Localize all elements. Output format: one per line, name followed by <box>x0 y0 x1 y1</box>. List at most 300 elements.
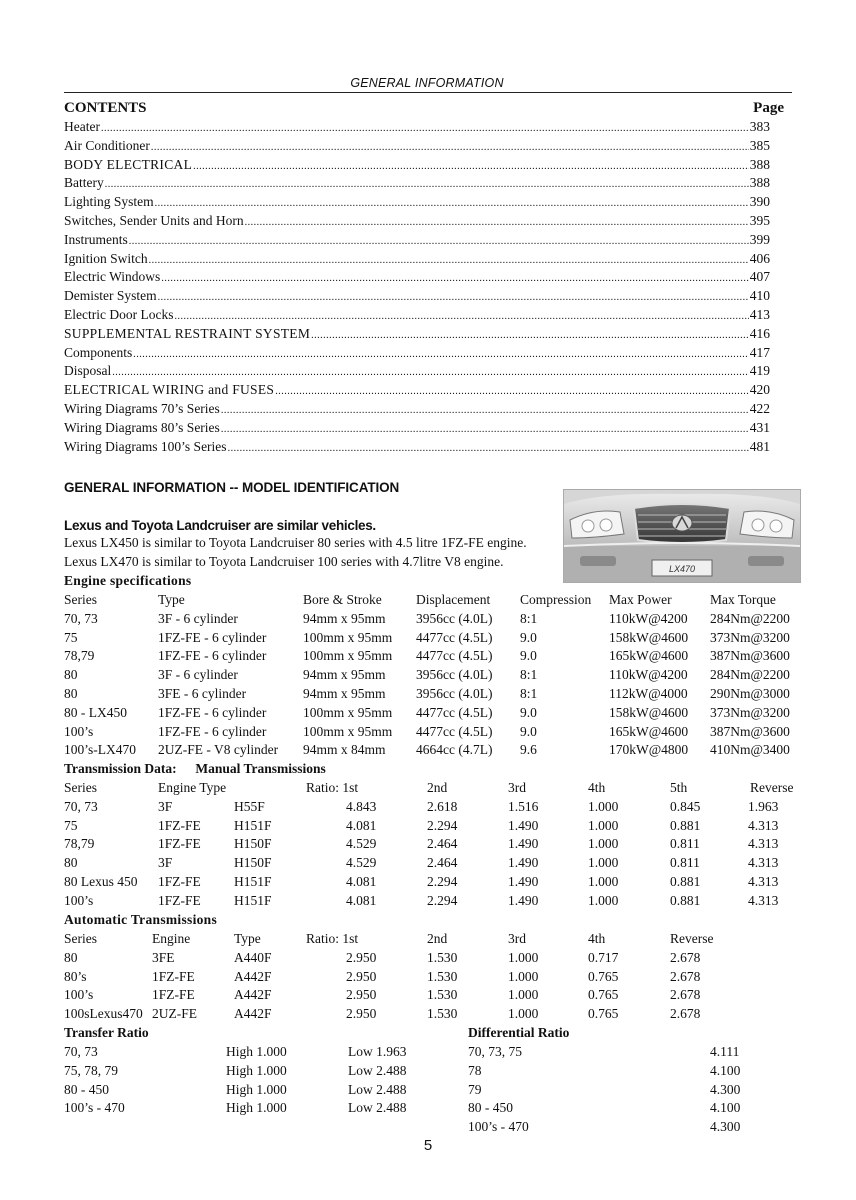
toc-entry-page: 481 <box>749 438 770 454</box>
automatic-transmission-table <box>64 931 804 1025</box>
table-cell: 8:1 <box>520 685 538 701</box>
toc-dot-leader <box>133 349 748 360</box>
table-cell: 1.490 <box>508 892 539 908</box>
table-cell: H150F <box>234 836 272 852</box>
toc-entry-title: Heater <box>64 119 100 134</box>
engine-spec-row <box>64 611 804 630</box>
table-cell: 4.843 <box>346 798 377 814</box>
table-cell: 1.000 <box>588 798 619 814</box>
table-cell: 100mm x 95mm <box>303 629 393 645</box>
table-cell: 70, 73 <box>64 1044 98 1059</box>
table-cell: 94mm x 95mm <box>303 667 386 683</box>
differential-ratio-title: Differential Ratio <box>468 1025 570 1040</box>
toc-entry <box>64 194 770 213</box>
manual-transmissions-label: Manual Transmissions <box>195 761 326 776</box>
running-header: GENERAL INFORMATION <box>350 76 504 90</box>
engine-specs-table <box>64 592 804 761</box>
differential-ratio-table <box>468 1044 748 1138</box>
toc-entry-page: 431 <box>749 419 770 435</box>
table-cell: 2.678 <box>670 987 701 1003</box>
differential-ratio-row <box>468 1063 748 1082</box>
table-cell: 373Nm@3200 <box>710 704 790 720</box>
table-cell: 4664cc (4.7L) <box>416 742 493 758</box>
table-cell: 2nd <box>427 780 448 795</box>
engine-spec-row <box>64 648 804 667</box>
manual-transmission-row <box>64 836 804 855</box>
toc-entry-title: Switches, Sender Units and Horn <box>64 212 244 228</box>
table-cell: 70, 73 <box>64 610 98 626</box>
table-cell: 170kW@4800 <box>609 742 689 758</box>
table-cell: 284Nm@2200 <box>710 667 790 683</box>
table-cell: 3FE - 6 cylinder <box>158 685 247 701</box>
table-cell: 3FE <box>152 949 175 965</box>
toc-entry <box>64 119 770 138</box>
table-cell: 5th <box>670 780 688 795</box>
table-cell: 2.464 <box>427 836 458 852</box>
table-cell: A442F <box>234 987 272 1003</box>
toc-entry-page: 417 <box>749 344 770 360</box>
transfer-ratio-row <box>64 1082 424 1101</box>
table-cell: H150F <box>234 855 272 871</box>
table-cell: 0.765 <box>588 1006 619 1022</box>
table-cell: 100’s <box>64 987 94 1003</box>
toc-entry <box>64 326 770 345</box>
table-cell: High 1.000 <box>226 1081 287 1097</box>
table-cell: 1.000 <box>588 892 619 908</box>
table-cell: 100’s <box>64 723 94 739</box>
table-cell: Type <box>158 592 185 607</box>
table-cell: 1.000 <box>588 836 619 852</box>
toc-entry-page: 419 <box>749 363 770 379</box>
toc-entry-title: Disposal <box>64 363 112 379</box>
table-cell: 2.678 <box>670 968 701 984</box>
toc-entry-page: 416 <box>749 325 770 341</box>
table-cell: 0.811 <box>670 836 700 852</box>
table-cell: 2.464 <box>427 855 458 871</box>
toc-entry <box>64 269 770 288</box>
table-cell: 165kW@4600 <box>609 723 689 739</box>
table-cell: Series <box>64 780 97 795</box>
table-cell: 4.111 <box>710 1044 740 1059</box>
table-cell: 80 - 450 <box>468 1100 513 1116</box>
toc-entry-title: BODY ELECTRICAL <box>64 156 193 172</box>
toc-dot-leader <box>149 255 749 266</box>
table-cell: Ratio: 1st <box>306 780 359 795</box>
toc-entry <box>64 420 770 439</box>
page-number: 5 <box>423 1137 433 1154</box>
table-cell: 2UZ-FE - V8 cylinder <box>158 742 279 758</box>
toc-entry <box>64 175 770 194</box>
table-cell: 4.100 <box>710 1100 741 1116</box>
table-cell: 9.6 <box>520 742 537 758</box>
table-cell: 4.529 <box>346 855 377 871</box>
toc-entry-page: 407 <box>749 269 770 285</box>
table-cell: 1FZ-FE - 6 cylinder <box>158 629 267 645</box>
toc-dot-leader <box>112 367 749 378</box>
toc-dot-leader <box>174 311 748 322</box>
table-cell: 1.000 <box>508 987 539 1003</box>
table-cell: 1FZ-FE - 6 cylinder <box>158 723 267 739</box>
table-cell: 4.300 <box>710 1119 741 1135</box>
table-cell: 4477cc (4.5L) <box>416 629 493 645</box>
section-title: GENERAL INFORMATION -- MODEL IDENTIFICATION <box>64 480 400 495</box>
toc-entry <box>64 138 770 157</box>
engine-spec-row <box>64 667 804 686</box>
table-cell: Engine Type <box>158 780 227 795</box>
toc-entry-title: Wiring Diagrams 80’s Series <box>64 419 220 435</box>
table-cell: Engine <box>152 931 191 946</box>
table-cell: 80 <box>64 855 78 871</box>
table-cell: Displacement <box>416 592 491 607</box>
table-cell: 2UZ-FE <box>152 1006 197 1022</box>
table-cell: 100’s <box>64 892 94 908</box>
engine-spec-row <box>64 686 804 705</box>
table-cell: 112kW@4000 <box>609 685 688 701</box>
differential-ratio-row <box>468 1100 748 1119</box>
table-cell: 2.618 <box>427 798 458 814</box>
table-cell: 1.490 <box>508 873 539 889</box>
table-cell: 2.294 <box>427 873 458 889</box>
toc-dot-leader <box>245 217 749 228</box>
table-cell: 3rd <box>508 780 526 795</box>
transmission-data-label: Transmission Data: <box>64 761 177 776</box>
toc-dot-leader <box>129 236 749 247</box>
table-cell: 4.081 <box>346 817 377 833</box>
transmission-title <box>64 761 326 777</box>
manual-transmission-row <box>64 855 804 874</box>
table-cell: 100’s - 470 <box>64 1100 125 1116</box>
table-cell: 4.313 <box>748 817 779 833</box>
table-cell: 1.000 <box>508 968 539 984</box>
table-cell: 75 <box>64 629 78 645</box>
transfer-ratio-row <box>64 1100 424 1119</box>
table-cell: 78 <box>468 1062 482 1078</box>
table-cell: Reverse <box>750 780 794 795</box>
toc-entry <box>64 232 770 251</box>
table-cell: Max Power <box>609 592 672 607</box>
table-cell: 9.0 <box>520 723 537 739</box>
table-cell: High 1.000 <box>226 1100 287 1116</box>
table-cell: 1FZ-FE - 6 cylinder <box>158 648 267 664</box>
engine-spec-row <box>64 742 804 761</box>
table-cell: 100mm x 95mm <box>303 704 393 720</box>
table-cell: 4.081 <box>346 892 377 908</box>
table-cell: 1.530 <box>427 968 458 984</box>
table-cell: 100’s - 470 <box>468 1119 529 1135</box>
toc-entry-title: Wiring Diagrams 70’s Series <box>64 400 220 416</box>
toc-dot-leader <box>221 405 749 416</box>
table-cell: 3rd <box>508 931 526 946</box>
toc-dot-leader <box>155 198 749 209</box>
table-cell: 80’s <box>64 968 87 984</box>
toc-entry <box>64 401 770 420</box>
differential-ratio-row <box>468 1044 748 1063</box>
table-cell: 80 - 450 <box>64 1081 109 1097</box>
table-cell: 0.881 <box>670 817 701 833</box>
toc-dot-leader <box>161 273 748 284</box>
toc-entry-title: Instruments <box>64 231 128 247</box>
table-cell: 4477cc (4.5L) <box>416 648 493 664</box>
table-cell: 9.0 <box>520 648 537 664</box>
table-cell: 2.950 <box>346 987 377 1003</box>
table-cell: 158kW@4600 <box>609 704 689 720</box>
table-cell: 80 - LX450 <box>64 704 127 720</box>
table-cell: 3F - 6 cylinder <box>158 667 238 683</box>
table-cell: 110kW@4200 <box>609 667 688 683</box>
differential-ratio-row <box>468 1082 748 1101</box>
toc-entry-page: 383 <box>749 119 770 134</box>
table-cell: 94mm x 95mm <box>303 685 386 701</box>
table-cell: 9.0 <box>520 629 537 645</box>
toc-header <box>64 100 784 118</box>
table-cell: 1.000 <box>588 817 619 833</box>
table-cell: Bore & Stroke <box>303 592 382 607</box>
toc-entry-page: 420 <box>749 382 770 398</box>
table-cell: 0.765 <box>588 987 619 1003</box>
toc-page-label: Page <box>753 100 784 116</box>
table-cell: 4.529 <box>346 836 377 852</box>
table-cell: H151F <box>234 873 272 889</box>
differential-ratio-row <box>468 1119 748 1138</box>
table-cell: 1FZ-FE <box>158 873 201 889</box>
toc-entry-page: 410 <box>749 288 770 304</box>
lexus-lx470-photo <box>563 489 801 583</box>
engine-spec-row <box>64 724 804 743</box>
manual-transmission-row <box>64 818 804 837</box>
table-cell: 4.100 <box>710 1062 741 1078</box>
table-cell: 1.516 <box>508 798 539 814</box>
toc-entry-page: 390 <box>749 194 770 210</box>
table-cell: 3956cc (4.0L) <box>416 610 493 626</box>
automatic-transmission-row <box>64 987 804 1006</box>
transfer-ratio-row <box>64 1044 424 1063</box>
table-cell: 1.000 <box>508 949 539 965</box>
engine-spec-header <box>64 592 804 611</box>
toc-entry <box>64 288 770 307</box>
toc-entry-title: Air Conditioner <box>64 137 150 153</box>
table-cell: 1FZ-FE <box>158 817 201 833</box>
toc-entry-title: Wiring Diagrams 100’s Series <box>64 438 227 454</box>
table-cell: 1.530 <box>427 987 458 1003</box>
table-cell: 284Nm@2200 <box>710 610 790 626</box>
toc-entry <box>64 157 770 176</box>
transfer-ratio-table <box>64 1044 424 1119</box>
toc-entry-page: 388 <box>749 156 770 172</box>
table-cell: Series <box>64 931 97 946</box>
table-cell: 2.950 <box>346 968 377 984</box>
table-cell: 70, 73 <box>64 798 98 814</box>
table-cell: H55F <box>234 798 265 814</box>
toc-dot-leader <box>105 179 749 190</box>
table-cell: 1.000 <box>588 855 619 871</box>
header-rule <box>64 92 792 93</box>
toc-entry-title: Electric Windows <box>64 269 161 285</box>
table-cell: 79 <box>468 1081 482 1097</box>
table-cell: 0.765 <box>588 968 619 984</box>
table-cell: H151F <box>234 817 272 833</box>
table-cell: 165kW@4600 <box>609 648 689 664</box>
table-cell: 1FZ-FE <box>158 836 201 852</box>
table-cell: 4.313 <box>748 892 779 908</box>
table-cell: A442F <box>234 1006 272 1022</box>
table-cell: 3956cc (4.0L) <box>416 667 493 683</box>
table-cell: 80 <box>64 949 78 965</box>
table-cell: Max Torque <box>710 592 776 607</box>
table-cell: 0.811 <box>670 855 700 871</box>
toc-entry-page: 388 <box>749 175 770 191</box>
table-cell: 100mm x 95mm <box>303 723 393 739</box>
toc-dot-leader <box>228 443 749 454</box>
toc-entry-page: 406 <box>749 250 770 266</box>
toc-entry <box>64 213 770 232</box>
table-cell: 75 <box>64 817 78 833</box>
toc-dot-leader <box>275 386 749 397</box>
table-cell: 100’s-LX470 <box>64 742 136 758</box>
table-cell: 1.000 <box>508 1006 539 1022</box>
toc-entry-page: 385 <box>749 137 770 153</box>
table-cell: 4477cc (4.5L) <box>416 704 493 720</box>
table-cell: 2.294 <box>427 817 458 833</box>
table-cell: 8:1 <box>520 610 538 626</box>
table-cell: 1.000 <box>588 873 619 889</box>
transfer-ratio-row <box>64 1063 424 1082</box>
table-cell: 4th <box>588 780 606 795</box>
table-cell: 1FZ-FE <box>152 968 195 984</box>
table-cell: 290Nm@3000 <box>710 685 790 701</box>
table-cell: 1FZ-FE <box>158 892 201 908</box>
table-cell: 94mm x 95mm <box>303 610 386 626</box>
table-cell: 387Nm@3600 <box>710 723 790 739</box>
similar-vehicles-title: Lexus and Toyota Landcruiser are similar vehicles. <box>64 518 376 533</box>
manual-transmission-row <box>64 799 804 818</box>
table-cell: 0.881 <box>670 892 701 908</box>
toc-entry-title: Demister System <box>64 288 157 304</box>
table-cell: 3F <box>158 798 173 814</box>
toc-entry-title: Lighting System <box>64 194 154 210</box>
table-cell: 4.313 <box>748 836 779 852</box>
toc-dot-leader <box>221 424 749 435</box>
toc-entry <box>64 251 770 270</box>
table-cell: 4th <box>588 931 606 946</box>
table-cell: 70, 73, 75 <box>468 1044 522 1059</box>
table-cell: 3956cc (4.0L) <box>416 685 493 701</box>
toc-dot-leader <box>151 142 749 153</box>
table-of-contents <box>64 119 770 457</box>
toc-entry-title: Components <box>64 344 133 360</box>
table-cell: 410Nm@3400 <box>710 742 790 758</box>
table-cell: Reverse <box>670 931 714 946</box>
toc-entry-page: 422 <box>749 400 770 416</box>
table-cell: 1.530 <box>427 949 458 965</box>
toc-entry-title: SUPPLEMENTAL RESTRAINT SYSTEM <box>64 325 311 341</box>
automatic-transmission-row <box>64 950 804 969</box>
table-cell: 100sLexus470 <box>64 1006 143 1022</box>
toc-dot-leader <box>311 330 749 341</box>
table-cell: Compression <box>520 592 592 607</box>
intro-line-lx450: Lexus LX450 is similar to Toyota Landcruiser 80 series with 4.5 litre 1FZ-FE engine. <box>64 535 527 550</box>
table-cell: 3F - 6 cylinder <box>158 610 238 626</box>
table-cell: 78,79 <box>64 648 95 664</box>
table-cell: High 1.000 <box>226 1044 287 1059</box>
table-cell: H151F <box>234 892 272 908</box>
table-cell: 100mm x 95mm <box>303 648 393 664</box>
toc-dot-leader <box>101 123 749 134</box>
transfer-ratio-title: Transfer Ratio <box>64 1025 149 1040</box>
table-cell: 0.845 <box>670 798 701 814</box>
table-cell: 1.963 <box>748 798 779 814</box>
table-cell: Ratio: 1st <box>306 931 359 946</box>
toc-dot-leader <box>193 161 749 172</box>
table-cell: Series <box>64 592 97 607</box>
intro-line-lx470: Lexus LX470 is similar to Toyota Landcruiser 100 series with 4.7litre V8 engine. <box>64 554 504 569</box>
toc-title: CONTENTS <box>64 100 147 116</box>
table-cell: Low 2.488 <box>348 1081 407 1097</box>
table-cell: 1.530 <box>427 1006 458 1022</box>
table-cell: 4.081 <box>346 873 377 889</box>
table-cell: 1.490 <box>508 836 539 852</box>
manual-transmission-header <box>64 780 804 799</box>
table-cell: 387Nm@3600 <box>710 648 790 664</box>
table-cell: A442F <box>234 968 272 984</box>
automatic-transmission-row <box>64 1006 804 1025</box>
table-cell: 110kW@4200 <box>609 610 688 626</box>
table-cell: 80 <box>64 685 78 701</box>
manual-transmission-row <box>64 893 804 912</box>
automatic-transmission-row <box>64 969 804 988</box>
toc-entry <box>64 307 770 326</box>
table-cell: 4.300 <box>710 1081 741 1097</box>
toc-entry-title: Battery <box>64 175 104 191</box>
table-cell: 9.0 <box>520 704 537 720</box>
table-cell: High 1.000 <box>226 1062 287 1078</box>
table-cell: 80 Lexus 450 <box>64 873 138 889</box>
table-cell: 2nd <box>427 931 448 946</box>
car-badge: LX470 <box>668 564 696 574</box>
toc-entry-title: ELECTRICAL WIRING and FUSES <box>64 382 275 398</box>
table-cell: 8:1 <box>520 667 538 683</box>
toc-entry-title: Ignition Switch <box>64 250 148 266</box>
toc-entry <box>64 439 770 458</box>
toc-entry-page: 395 <box>749 212 770 228</box>
automatic-transmissions-title: Automatic Transmissions <box>64 912 218 927</box>
table-cell: 3F <box>158 855 173 871</box>
manual-transmission-table <box>64 780 804 912</box>
table-cell: 373Nm@3200 <box>710 629 790 645</box>
table-cell: Type <box>234 931 261 946</box>
table-cell: 2.950 <box>346 949 377 965</box>
table-cell: 78,79 <box>64 836 95 852</box>
car-front-illustration <box>564 490 800 582</box>
table-cell: 2.678 <box>670 1006 701 1022</box>
toc-entry-title: Electric Door Locks <box>64 306 174 322</box>
table-cell: 2.294 <box>427 892 458 908</box>
toc-entry <box>64 382 770 401</box>
table-cell: Low 2.488 <box>348 1062 407 1078</box>
table-cell: 0.717 <box>588 949 619 965</box>
table-cell: 2.678 <box>670 949 701 965</box>
table-cell: Low 1.963 <box>348 1044 407 1059</box>
table-cell: 2.950 <box>346 1006 377 1022</box>
automatic-transmission-header <box>64 931 804 950</box>
toc-entry <box>64 363 770 382</box>
table-cell: 75, 78, 79 <box>64 1062 118 1078</box>
toc-dot-leader <box>158 292 749 303</box>
table-cell: 1.490 <box>508 855 539 871</box>
table-cell: 1FZ-FE - 6 cylinder <box>158 704 267 720</box>
table-cell: 80 <box>64 667 78 683</box>
table-cell: 0.881 <box>670 873 701 889</box>
toc-entry-page: 399 <box>749 231 770 247</box>
